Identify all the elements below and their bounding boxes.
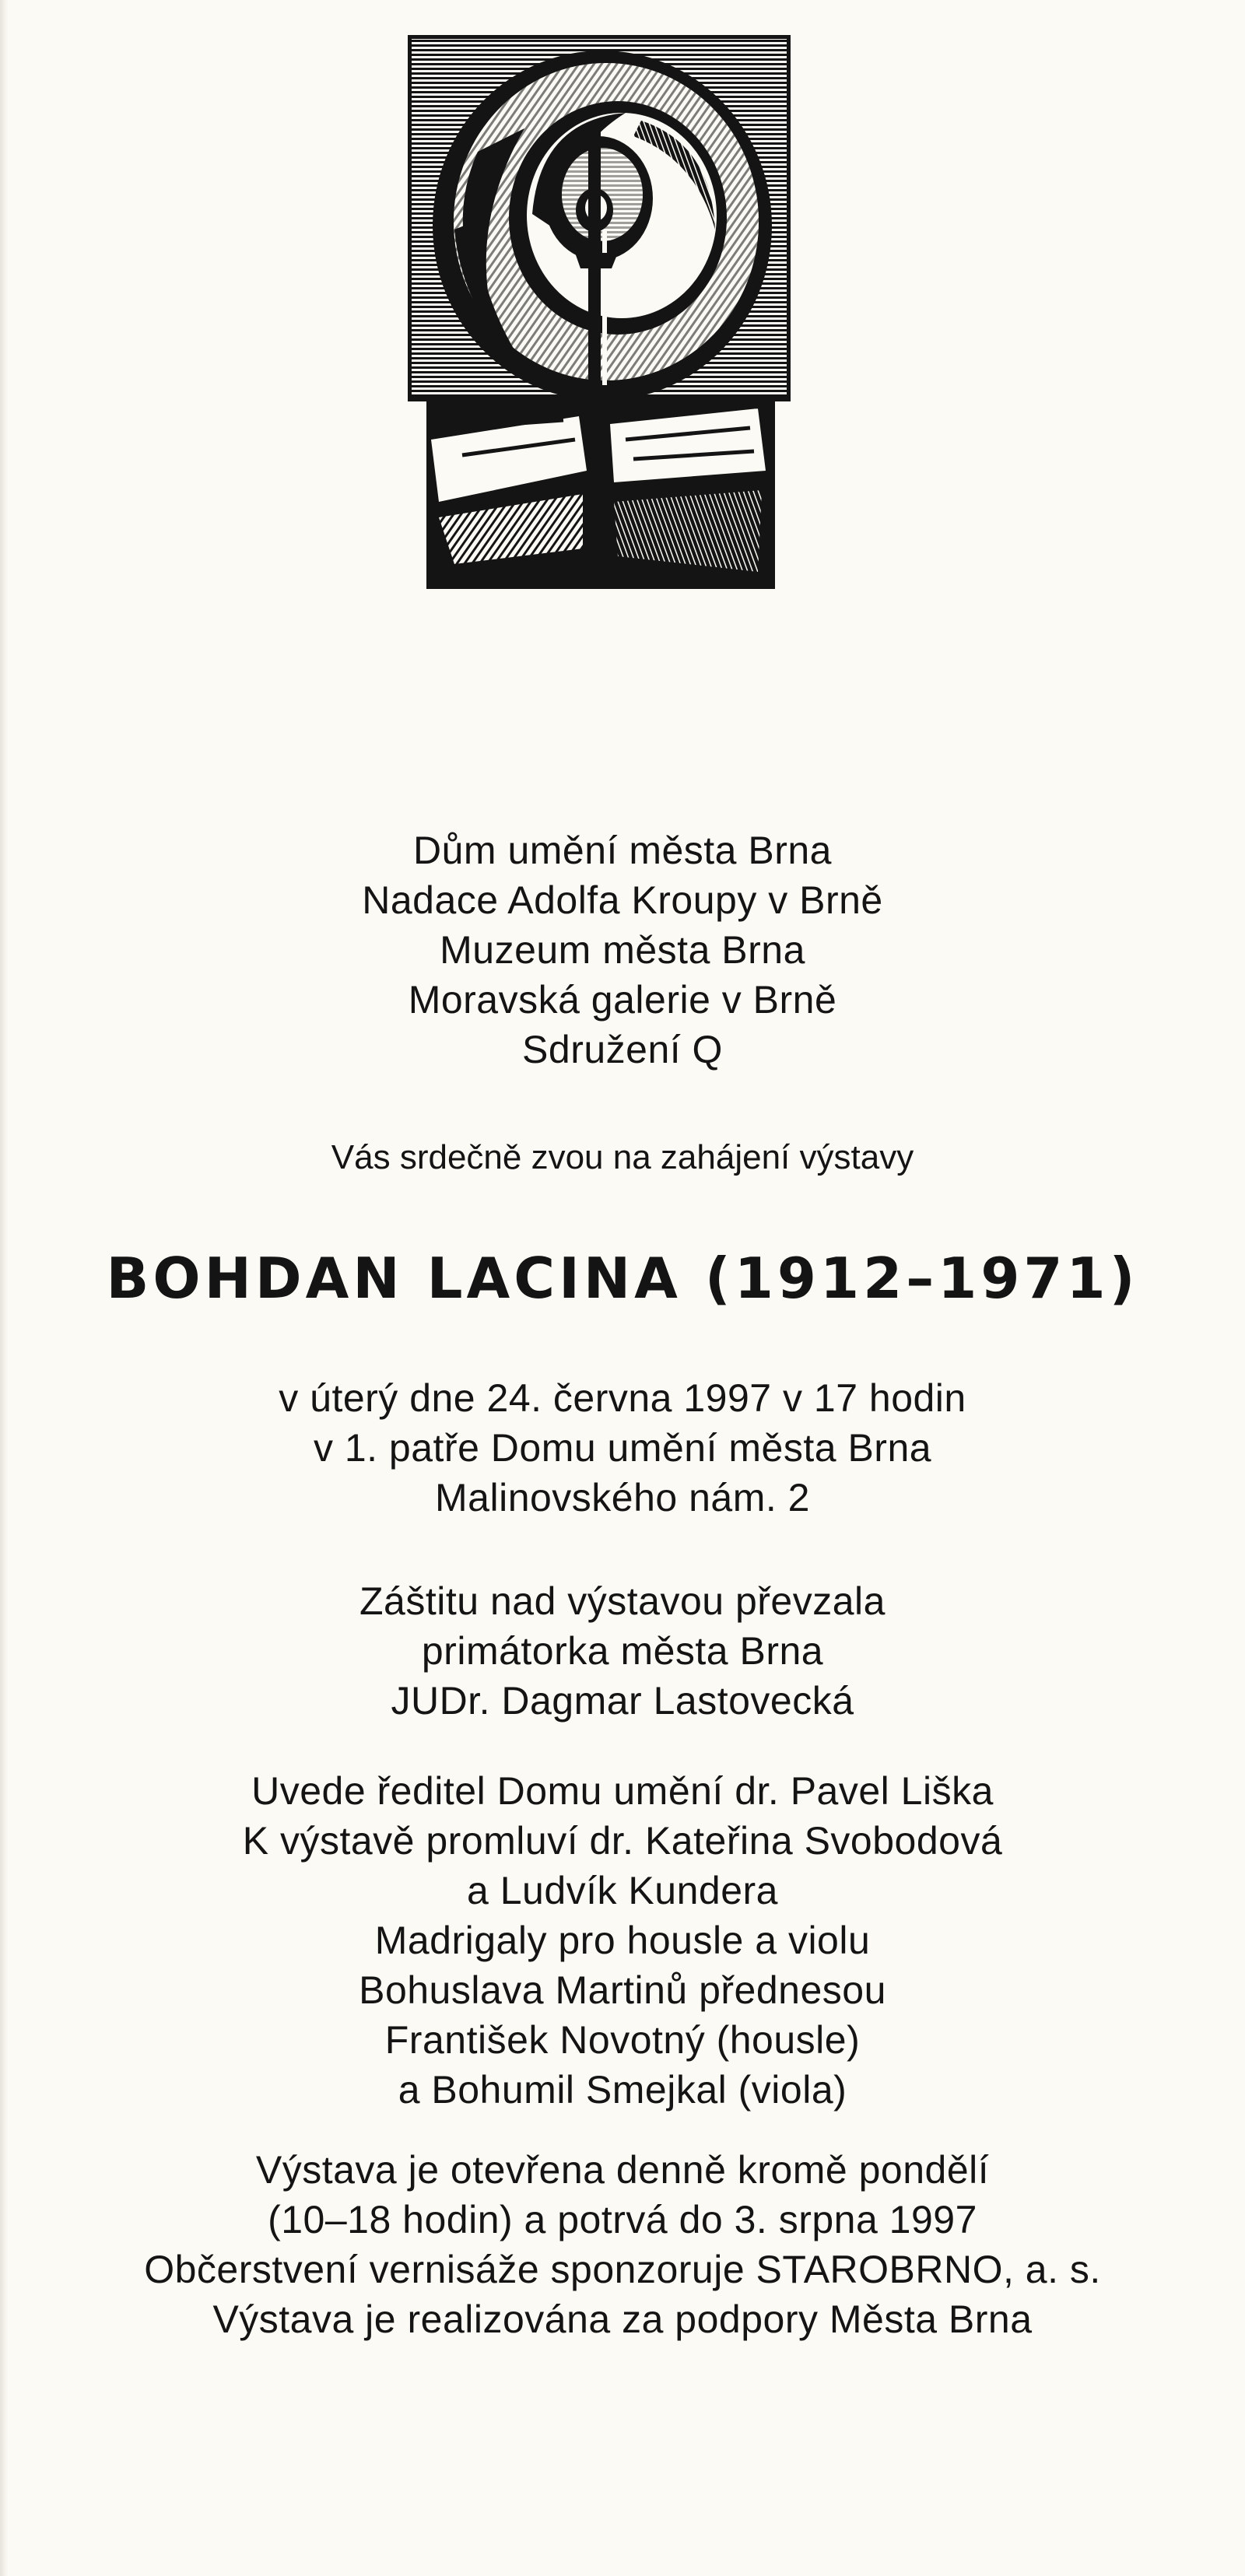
organizer-line: Nadace Adolfa Kroupy v Brně [362,878,883,922]
opening-line: Malinovského nám. 2 [435,1476,810,1519]
program [0,1766,1245,2115]
info-line: Občerstvení vernisáže sponzoruje STAROBRNO, a. s. [144,2248,1101,2291]
program-line: K výstavě promluví dr. Kateřina Svobodová [242,1819,1003,1863]
program-line: a Ludvík Kundera [467,1869,778,1912]
opening-line: v 1. patře Domu umění města Brna [313,1426,932,1470]
patronage-line: Záštitu nad výstavou převzala [359,1579,886,1623]
organizer-line: Moravská galerie v Brně [408,978,837,1022]
exhibition-title: BOHDAN LACINA (1912–1971) [106,1246,1139,1311]
program-line: František Novotný (housle) [384,2018,861,2062]
opening-details [0,1373,1245,1523]
info-line: (10–18 hodin) a potrvá do 3. srpna 1997 [268,2198,977,2241]
program-line: Bohuslava Martinů přednesou [359,1968,886,2012]
info-line: Výstava je realizována za podpory Města Brna [212,2297,1033,2341]
opening-line: v úterý dne 24. června 1997 v 17 hodin [279,1376,966,1420]
organizers [0,825,1245,1074]
program-line: Uvede ředitel Domu umění dr. Pavel Liška [251,1769,994,1813]
program-line: Madrigaly pro housle a violu [374,1919,871,1962]
program-line: a Bohumil Smejkal (viola) [398,2068,847,2112]
patronage [0,1576,1245,1726]
patronage-line: JUDr. Dagmar Lastovecká [391,1679,854,1723]
patronage-line: primátorka města Brna [421,1629,824,1673]
invitation-text: Vás srdečně zvou na zahájení výstavy [331,1138,914,1176]
info-line: Výstava je otevřena denně kromě pondělí [255,2148,990,2192]
organizer-line: Muzeum města Brna [440,928,805,972]
woodcut-illustration [408,35,791,589]
exhibition-info [0,2145,1245,2344]
organizer-line: Sdružení Q [522,1028,723,1071]
organizer-line: Dům umění města Brna [413,829,832,872]
